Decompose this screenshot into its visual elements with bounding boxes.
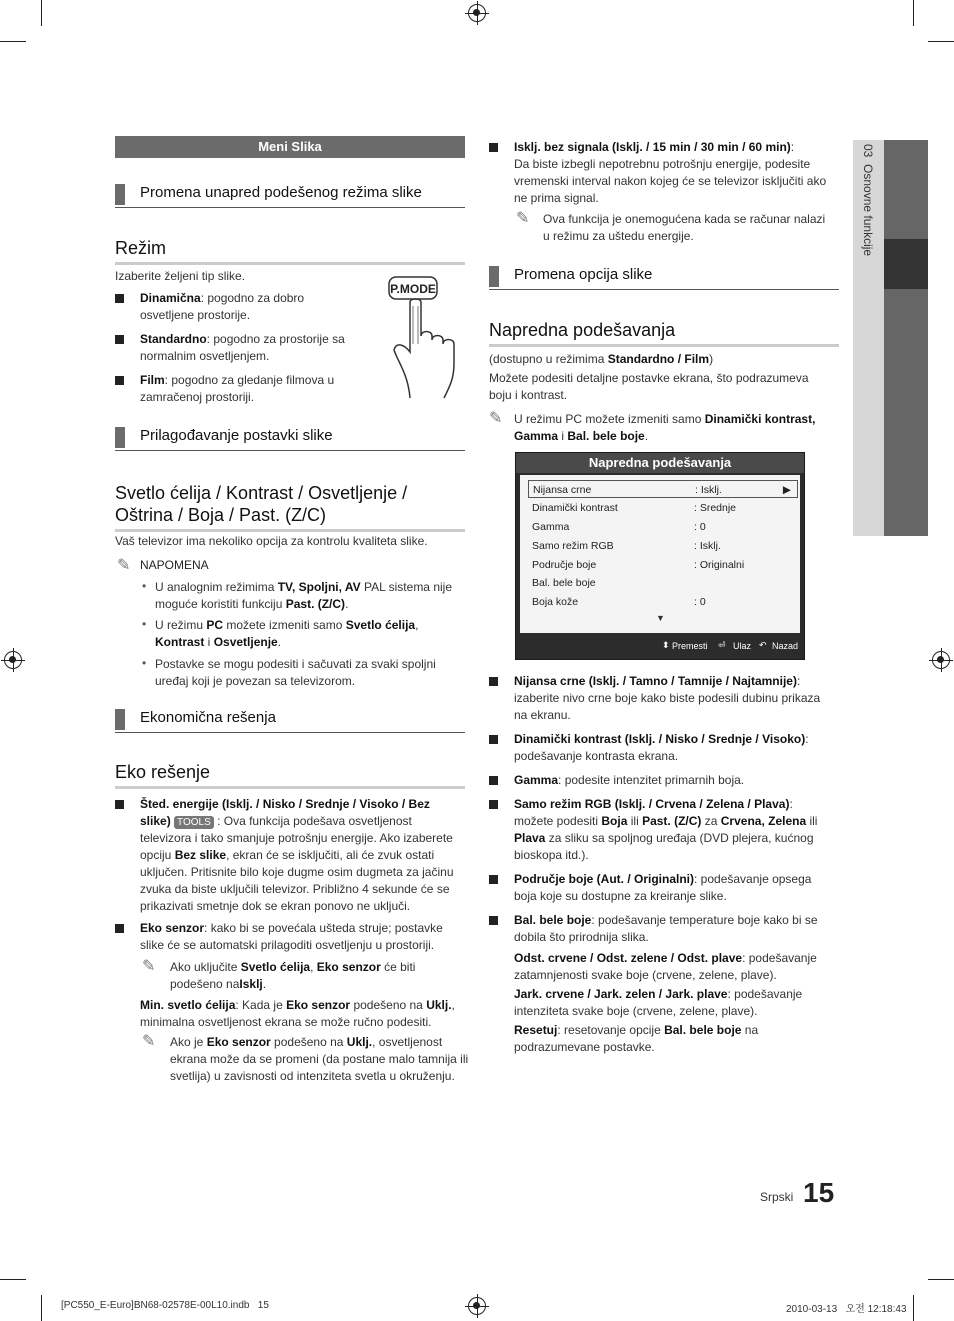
crop-mark: [41, 1295, 42, 1321]
note-pencil-icon: ✎: [142, 1033, 156, 1050]
arrow-right-icon: ▶: [782, 484, 791, 496]
subheading: Promena opcija slike: [489, 263, 839, 290]
osd-row[interactable]: Bal. bele boje: [532, 577, 596, 589]
list-item: Samo režim RGB (Isklj. / Crvena / Zelena / Plava): možete podesiti Boja ili Past. (Z/C) za Crvena, Zelena ili Plava za sliku sa spoljnog uređaja (DVD plejera, kućnog bioskopa itd.).: [514, 797, 818, 862]
bullet-icon: [489, 143, 498, 152]
note-item: Postavke se mogu podesiti i sačuvati za svaki spoljni uređaj koji je povezan sa televizorom.: [155, 657, 436, 688]
bullet-dot-icon: •: [142, 617, 147, 631]
note-label: NAPOMENA: [140, 558, 209, 572]
enter-icon: ⏎: [718, 640, 726, 650]
osd-row[interactable]: Boja kože : 0: [532, 596, 706, 608]
note-item: U analognim režimima TV, Spoljni, AV PAL sistema nije moguće koristiti funkciju Past. (Z/C).: [155, 580, 452, 611]
list-item: Bal. bele boje: podešavanje temperature boje kako bi se dobila što prirodnija slika.: [514, 913, 818, 944]
paragraph: Možete podesiti detaljne postavke ekrana, što podrazumeva boju i kontrast.: [489, 371, 809, 402]
bullet-icon: [489, 875, 498, 884]
crop-mark: [928, 41, 954, 42]
crop-mark: [913, 1295, 914, 1321]
svg-text:P.MODE: P.MODE: [390, 282, 436, 296]
heading-svetlo: Svetlo ćelija / Kontrast / Osvetljenje / Oštrina / Boja / Past. (Z/C): [115, 482, 465, 532]
note-item: Ova funkcija je onemogućena kada se računar nalazi u režimu za uštedu energije.: [543, 212, 826, 243]
paragraph: Min. svetlo ćelija: Kada je Eko senzor podešeno na Uklj., minimalna osvetljenost ekrana se može ručno podesiti.: [140, 998, 455, 1029]
language-label: Srpski: [760, 1190, 794, 1204]
osd-menu: [515, 452, 805, 660]
registration-mark-icon: [468, 4, 486, 22]
note-pencil-icon: ✎: [516, 210, 530, 227]
bullet-icon: [489, 776, 498, 785]
list-item: Isklj. bez signala (Isklj. / 15 min / 30 min / 60 min): Da biste izbegli nepotrebnu potrošnju energije, podesite vremenski interval nakon kojeg će se televizor isključiti ako ne prima signal.: [514, 140, 827, 205]
note-pencil-icon: ✎: [117, 557, 131, 574]
osd-row-selected[interactable]: Nijansa crne : Isklj. ▶: [528, 480, 798, 498]
bullet-icon: [115, 800, 124, 809]
bullet-icon: [115, 924, 124, 933]
note-pencil-icon: ✎: [142, 958, 156, 975]
crop-mark: [0, 1279, 26, 1280]
chapter-side-tab: [853, 140, 928, 536]
heading-napredna: Napredna podešavanja: [489, 320, 839, 347]
paragraph: Jark. crvene / Jark. zelen / Jark. plave: podešavanje intenziteta svake boje (crvene, zelene, plave).: [514, 987, 803, 1018]
bullet-icon: [489, 800, 498, 809]
osd-row[interactable]: Područje boje : Originalni: [532, 559, 745, 571]
bullet-icon: [489, 677, 498, 686]
paragraph: (dostupno u režimima Standardno / Film): [489, 352, 714, 366]
bullet-icon: [115, 294, 124, 303]
list-item: Dinamična: pogodno za dobro osvetljene prostorije.: [140, 291, 305, 322]
note-item: U režimu PC možete izmeniti samo Svetlo ćelija, Kontrast i Osvetljenje.: [155, 618, 419, 649]
page-number: 15: [803, 1177, 835, 1208]
bullet-icon: [489, 916, 498, 925]
subheading: Promena unapred podešenog režima slike: [115, 181, 465, 208]
section-banner: Meni Slika: [115, 136, 465, 158]
crop-mark: [913, 0, 914, 26]
scroll-down-icon[interactable]: ▼: [656, 613, 665, 623]
bullet-dot-icon: •: [142, 579, 147, 593]
osd-row[interactable]: Samo režim RGB : Isklj.: [532, 540, 721, 552]
paragraph: Odst. crvene / Odst. zelene / Odst. plave: podešavanje zatamnjenosti svake boje (crvene, zelene, plave).: [514, 951, 817, 982]
osd-title: Napredna podešavanja: [516, 453, 804, 473]
registration-mark-icon: [4, 651, 22, 669]
list-item: Eko senzor: kako bi se povećala ušteda struje; postavke slike će se automatski prilagoditi osvetljenju u prostoriji.: [140, 921, 443, 952]
heading-eko: Eko rešenje: [115, 762, 465, 789]
registration-mark-icon: [932, 651, 950, 669]
note-item: U režimu PC možete izmeniti samo Dinamički kontrast, Gamma i Bal. bele boje.: [514, 412, 816, 443]
tools-badge-icon: TOOLS: [174, 816, 214, 829]
osd-row[interactable]: Dinamički kontrast : Srednje: [532, 502, 737, 514]
list-item: Film: pogodno za gledanje filmova u zamračenoj prostoriji.: [140, 373, 335, 404]
paragraph: Resetuj: resetovanje opcije Bal. bele boje na podrazumevane postavke.: [514, 1023, 759, 1054]
print-date: 2010-03-13 오전 12:18:43: [786, 1304, 907, 1315]
list-item: Dinamički kontrast (Isklj. / Nisko / Srednje / Visoko): podešavanje kontrasta ekrana.: [514, 732, 809, 763]
file-info: [PC550_E-Euro]BN68-02578E-00L10.indb 15: [61, 1300, 269, 1311]
paragraph: Vaš televizor ima nekoliko opcija za kontrolu kvaliteta slike.: [115, 534, 428, 548]
chapter-label: 03 Osnovne funkcije: [861, 144, 875, 257]
paragraph: Izaberite željeni tip slike.: [115, 269, 246, 283]
updown-icon: ⬍: [662, 640, 670, 650]
list-item: Standardno: pogodno za prostorije sa normalnim osvetljenjem.: [140, 332, 345, 363]
crop-mark: [928, 1279, 954, 1280]
osd-row[interactable]: Gamma : 0: [532, 521, 706, 533]
note-item: Ako je Eko senzor podešeno na Uklj., osvetljenost ekrana može da se promeni (da postane malo tamnija ili svetlija) u zavisnosti od intenziteta svetla u okruženju.: [170, 1035, 469, 1083]
heading-rezim: Režim: [115, 238, 465, 265]
subheading: Ekonomična rešenja: [115, 706, 465, 733]
list-item: Područje boje (Aut. / Originalni): podešavanje opsega boja koje su dostupne za kreiranje slike.: [514, 872, 812, 903]
bullet-dot-icon: •: [142, 656, 147, 670]
bullet-icon: [115, 335, 124, 344]
registration-mark-icon: [468, 1297, 486, 1315]
osd-footer: ⬍ Premesti ⏎ Ulaz ↶ Nazad: [662, 640, 799, 651]
pmode-button-illustration-icon: [388, 274, 470, 403]
list-item: Nijansa crne (Isklj. / Tamno / Tamnije / Najtamnije): izaberite nivo crne boje kako biste podesili dubinu prikaza na ekranu.: [514, 674, 821, 722]
list-item: Gamma: podesite intenzitet primarnih boja.: [514, 773, 745, 787]
list-item: Šted. energije (Isklj. / Nisko / Srednje / Visoko / Bez slike) TOOLS : Ova funkcija podešava osvetljenost televizora i tako smanjuje potrošnju energije. Ako izaberete opciju Bez slike, ekran će se isključiti, ali će zvuk ostati uključen. Pritisnite bilo koje dugme osim dugmeta za jačinu zvuka da biste uključili televizor. Približno 4 sekunde će se prikazivati smetnje dok se ekran ponovo ne uključi.: [140, 797, 454, 913]
note-pencil-icon: ✎: [489, 410, 503, 427]
bullet-icon: [489, 735, 498, 744]
crop-mark: [41, 0, 42, 26]
crop-mark: [0, 41, 26, 42]
note-item: Ako uključite Svetlo ćelija, Eko senzor će biti podešeno naIsklj.: [170, 960, 416, 991]
bullet-icon: [115, 376, 124, 385]
subheading: Prilagođavanje postavki slike: [115, 424, 465, 451]
return-icon: ↶: [759, 640, 767, 650]
